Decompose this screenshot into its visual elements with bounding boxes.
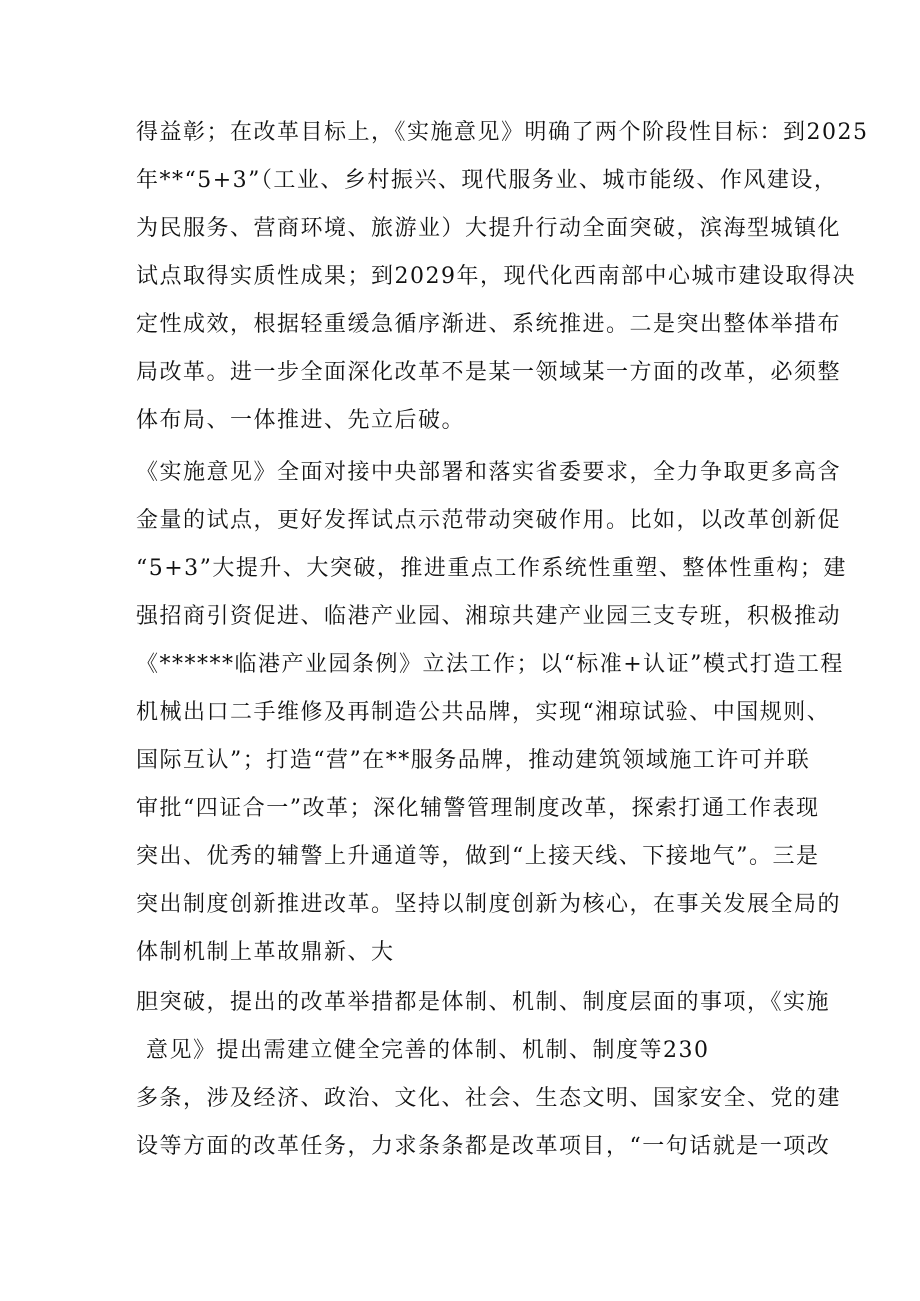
text-line: 《******临港产业园条例》立法工作；以“标准+认证”模式打造工程	[136, 652, 844, 677]
text-line: 强招商引资促进、临港产业园、湘琼共建产业园三支专班，积极推动	[136, 604, 842, 629]
text-line: 得益彰；在改革目标上，《实施意见》明确了两个阶段性目标：到2025	[136, 120, 869, 145]
text-line: “5+3”大提升、大突破，推进重点工作系统性重塑、整体性重构；建	[136, 556, 847, 581]
text-line: 试点取得实质性成果；到2029年，现代化西南部中心城市建设取得决	[136, 264, 856, 289]
text-line: 意见》提出需建立健全完善的体制、机制、制度等230	[146, 1038, 710, 1063]
text-line: 设等方面的改革任务，力求条条都是改革项目，“一句话就是一项改	[136, 1134, 831, 1159]
text-line: 局改革。进一步全面深化改革不是某一领域某一方面的改革，必须整	[136, 360, 842, 385]
text-line: 金量的试点，更好发挥试点示范带动突破作用。比如，以改革创新促	[136, 508, 842, 533]
text-line: 定性成效，根据轻重缓急循序渐进、系统推进。二是突出整体举措布	[136, 312, 842, 337]
text-line: 突出制度创新推进改革。坚持以制度创新为核心，在事关发展全局的	[136, 892, 842, 917]
text-line: 审批“四证合一”改革；深化辅警管理制度改革，探索打通工作表现	[136, 796, 820, 821]
text-line: 突出、优秀的辅警上升通道等，做到“上接天线、下接地气”。三是	[136, 844, 820, 869]
text-line: 体布局、一体推进、先立后破。	[136, 408, 466, 433]
text-line: 机械出口二手维修及再制造公共品牌，实现“湘琼试验、中国规则、	[136, 700, 831, 725]
text-line: 体制机制上革故鼎新、大	[136, 940, 395, 965]
text-line: 国际互认”；打造“营”在**服务品牌，推动建筑领域施工许可并联	[136, 748, 811, 773]
text-line: 多条，涉及经济、政治、文化、社会、生态文明、国家安全、党的建	[136, 1086, 842, 1111]
text-line: 为民服务、营商环境、旅游业）大提升行动全面突破，滨海型城镇化	[136, 216, 842, 241]
text-line: 年**“5+3”（工业、乡村振兴、现代服务业、城市能级、作风建设，	[136, 168, 838, 193]
text-line: 《实施意见》全面对接中央部署和落实省委要求，全力争取更多高含	[136, 460, 842, 485]
text-line: 胆突破，提出的改革举措都是体制、机制、制度层面的事项，《实施	[136, 990, 831, 1015]
